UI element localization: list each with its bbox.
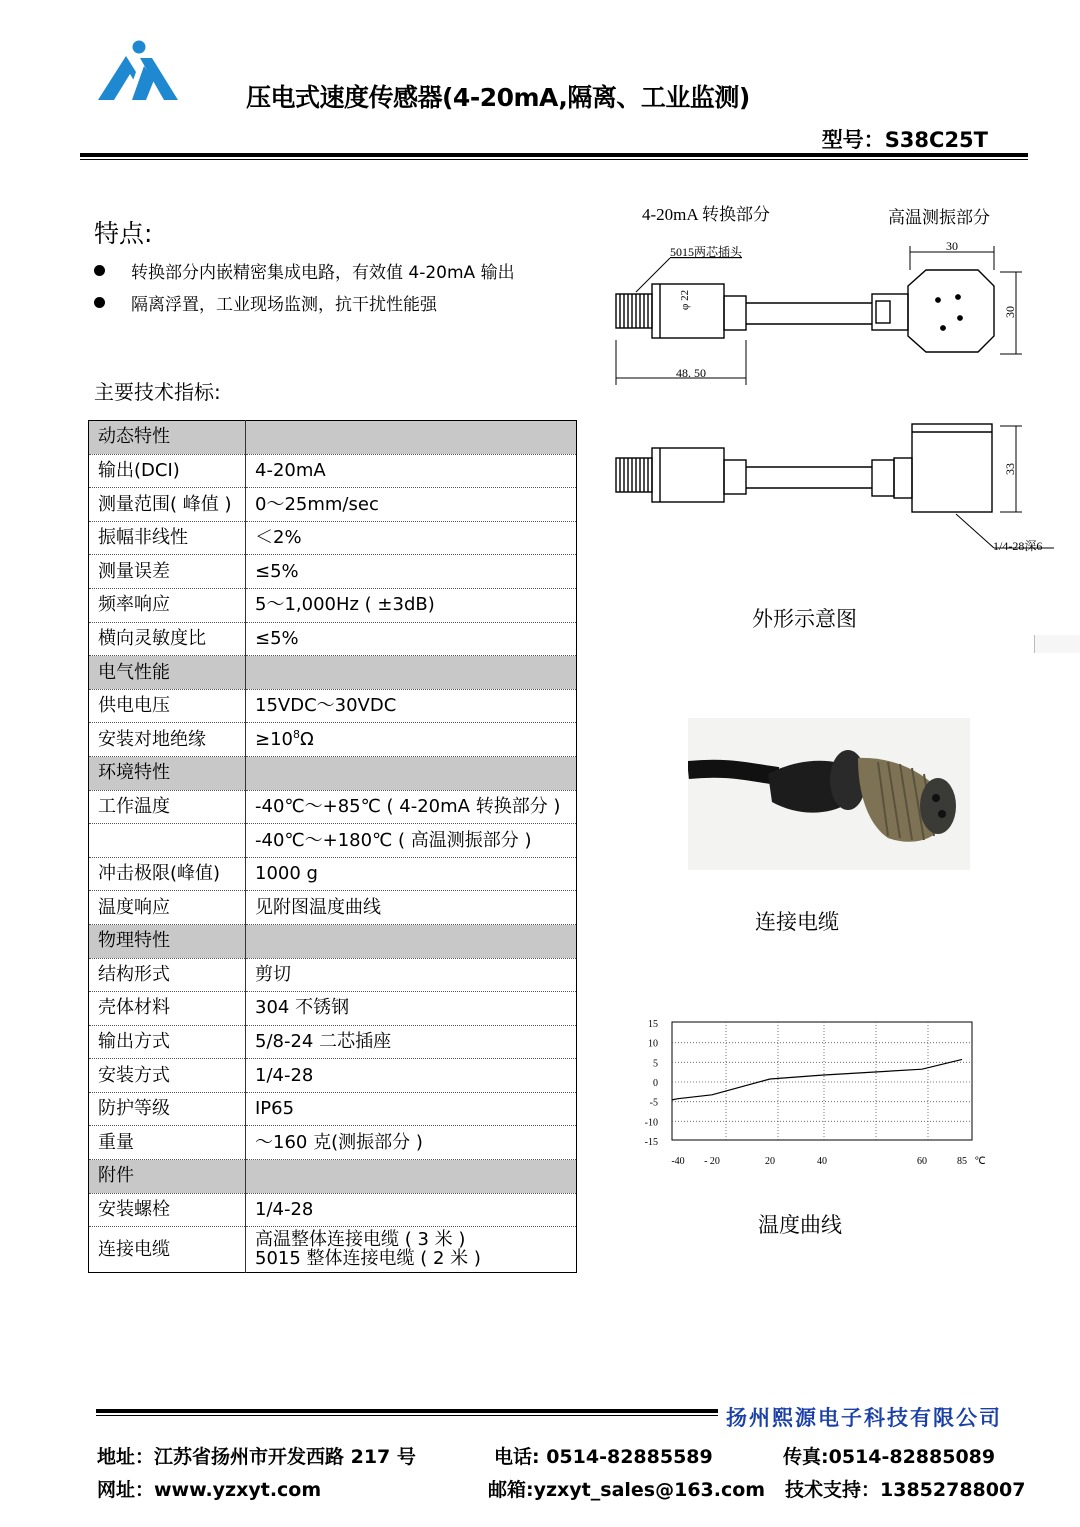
thread-note: 1/4-28深6 [993,539,1043,553]
param-value: ＜2% [246,521,577,555]
table-row [89,689,577,723]
param-name: 结构形式 [89,958,246,992]
series-line [672,1059,962,1100]
param-name: 重量 [89,1126,246,1160]
param-value [246,656,577,690]
table-section-row [89,756,577,790]
model-number [822,124,988,154]
footer-rule-thin [96,1415,718,1416]
header-rule [80,153,1028,157]
table-row [89,958,577,992]
table-row [89,723,577,757]
company-name: 扬州熙源电子科技有限公司 [726,1406,1002,1430]
support-phone: 技术支持：13852788007 [785,1479,1026,1501]
address: 地址：江苏省扬州市开发西路 217 号 [97,1446,416,1468]
param-value: ～160 克(测振部分 ) [246,1126,577,1160]
bullet-icon [94,297,105,308]
x-tick-label: ℃ [974,1156,986,1167]
side-view [616,424,992,512]
y-tick-label: -5 [649,1097,658,1109]
param-name: 供电电压 [89,689,246,723]
y-tick-label: -15 [644,1137,658,1148]
exponent: 8 [293,728,300,742]
param-name: 安装对地绝缘 [89,723,246,757]
param-name: 输出方式 [89,1025,246,1059]
param-value [246,756,577,790]
chart-caption: 温度曲线 [758,1213,842,1237]
x-tick-label: 85 [957,1156,967,1167]
cable-photo [688,718,970,870]
table-row [89,555,577,589]
param-name: 横向灵敏度比 [89,622,246,656]
param-value: 4-20mA [246,454,577,488]
x-tick-label: 60 [917,1156,927,1167]
plot-frame [672,1022,972,1140]
table-row [89,891,577,925]
table-row [89,824,577,858]
page-title: 压电式速度传感器(4-20mA,隔离、工业监测) [246,83,750,112]
param-name: 电气性能 [89,656,246,690]
param-value-text: ≥10 [255,729,293,751]
dim-length: 48. 50 [676,366,706,380]
dim-top: 30 [946,239,958,253]
param-value: ≤5% [246,555,577,589]
param-name: 工作温度 [89,790,246,824]
param-value: IP65 [246,1092,577,1126]
param-value: 15VDC～30VDC [246,689,577,723]
table-row [89,622,577,656]
param-value: 剪切 [246,958,577,992]
param-name: 连接电缆 [89,1227,246,1273]
feature-item: 隔离浮置，工业现场监测，抗干扰性能强 [94,290,437,315]
dim-side: 30 [1003,306,1017,318]
param-value: 见附图温度曲线 [246,891,577,925]
spec-table [88,420,577,1273]
param-name: 安装螺栓 [89,1193,246,1227]
fax: 传真:0514-82885089 [783,1446,996,1468]
param-name: 振幅非线性 [89,521,246,555]
bullet-icon [94,265,105,276]
param-value [246,1227,577,1273]
table-section-row [89,656,577,690]
table-row [89,992,577,1026]
x-tick-label: -40 [671,1156,685,1167]
y-tick-label: 5 [653,1058,658,1070]
param-value: 5～1,000Hz ( ±3dB) [246,588,577,622]
param-name [89,824,246,858]
param-name: 壳体材料 [89,992,246,1026]
param-name: 频率响应 [89,588,246,622]
y-tick-label: 10 [648,1038,658,1050]
param-name: 防护等级 [89,1092,246,1126]
param-name: 环境特性 [89,756,246,790]
param-value: 1/4-28 [246,1193,577,1227]
unit: Ω [300,729,314,751]
top-view [616,270,994,352]
param-name: 输出(DCI) [89,454,246,488]
param-name: 测量误差 [89,555,246,589]
photo-caption: 连接电缆 [755,910,839,934]
param-name: 动态特性 [89,421,246,455]
outline-drawing [608,200,1070,560]
param-value [246,723,577,757]
table-section-row [89,1160,577,1194]
dim-height: 33 [1003,463,1017,475]
param-value: -40℃～+85℃ ( 4-20mA 转换部分 ) [246,790,577,824]
features-heading: 特点: [94,219,153,248]
table-row [89,1126,577,1160]
table-section-row [89,924,577,958]
table-section-row [89,421,577,455]
y-tick-labels [645,1019,658,1148]
table-row [89,1025,577,1059]
x-tick-label: 20 [765,1156,775,1167]
param-value: 304 不锈钢 [246,992,577,1026]
connector-note: 5015两芯插头 [670,245,743,259]
dim-diameter: φ 22 [679,289,691,310]
website-link[interactable]: 网址：www.yzxyt.com [97,1479,322,1501]
company-logo [96,40,180,104]
table-row [89,857,577,891]
param-value [246,1160,577,1194]
param-value: 1000 g [246,857,577,891]
param-name: 物理特性 [89,924,246,958]
feature-item: 转换部分内嵌精密集成电路，有效值 4-20mA 输出 [94,258,515,283]
x-tick-labels [671,1156,985,1167]
table-row [89,588,577,622]
y-tick-label: 0 [653,1078,658,1089]
param-value [246,421,577,455]
param-value: 5/8-24 二芯插座 [246,1025,577,1059]
param-name: 测量范围( 峰值 ) [89,488,246,522]
param-value-text: 5015 整体连接电缆 ( 2 米 ) [255,1247,481,1269]
phone: 电话: 0514-82885589 [494,1446,713,1468]
table-row [89,488,577,522]
table-row [89,1193,577,1227]
table-row [89,454,577,488]
param-name: 附件 [89,1160,246,1194]
param-name: 安装方式 [89,1059,246,1093]
model-label: 型号： [821,128,885,152]
x-tick-label: - 20 [704,1156,720,1167]
edge-artifact [1034,635,1080,653]
param-value: ≤5% [246,622,577,656]
table-row [89,521,577,555]
chart-grid [672,1022,972,1140]
table-row [89,1092,577,1126]
param-name: 冲击极限(峰值) [89,857,246,891]
footer-rule [96,1409,718,1413]
table-row [89,790,577,824]
drawing-caption: 外形示意图 [752,607,857,631]
table-row [89,1059,577,1093]
param-value: 0～25mm/sec [246,488,577,522]
table-row [89,1227,577,1273]
model-value: S38C25T [884,128,988,152]
param-value: 1/4-28 [246,1059,577,1093]
param-value-text: 高温整体连接电缆 ( 3 米 ) [255,1228,466,1250]
y-tick-label: 15 [648,1019,658,1030]
temperature-chart [636,1010,996,1175]
param-name: 温度响应 [89,891,246,925]
label-sensor-part: 高温测振部分 [888,208,990,227]
param-value: -40℃～+180℃ ( 高温测振部分 ) [246,824,577,858]
y-tick-label: -10 [644,1117,658,1129]
specs-heading: 主要技术指标: [94,380,221,404]
x-tick-label: 40 [817,1156,827,1167]
header-rule-thin [80,159,1028,160]
label-conversion-part: 4-20mA 转换部分 [642,205,770,224]
param-value [246,924,577,958]
email-link[interactable]: 邮箱:yzxyt_sales@163.com [488,1479,766,1501]
